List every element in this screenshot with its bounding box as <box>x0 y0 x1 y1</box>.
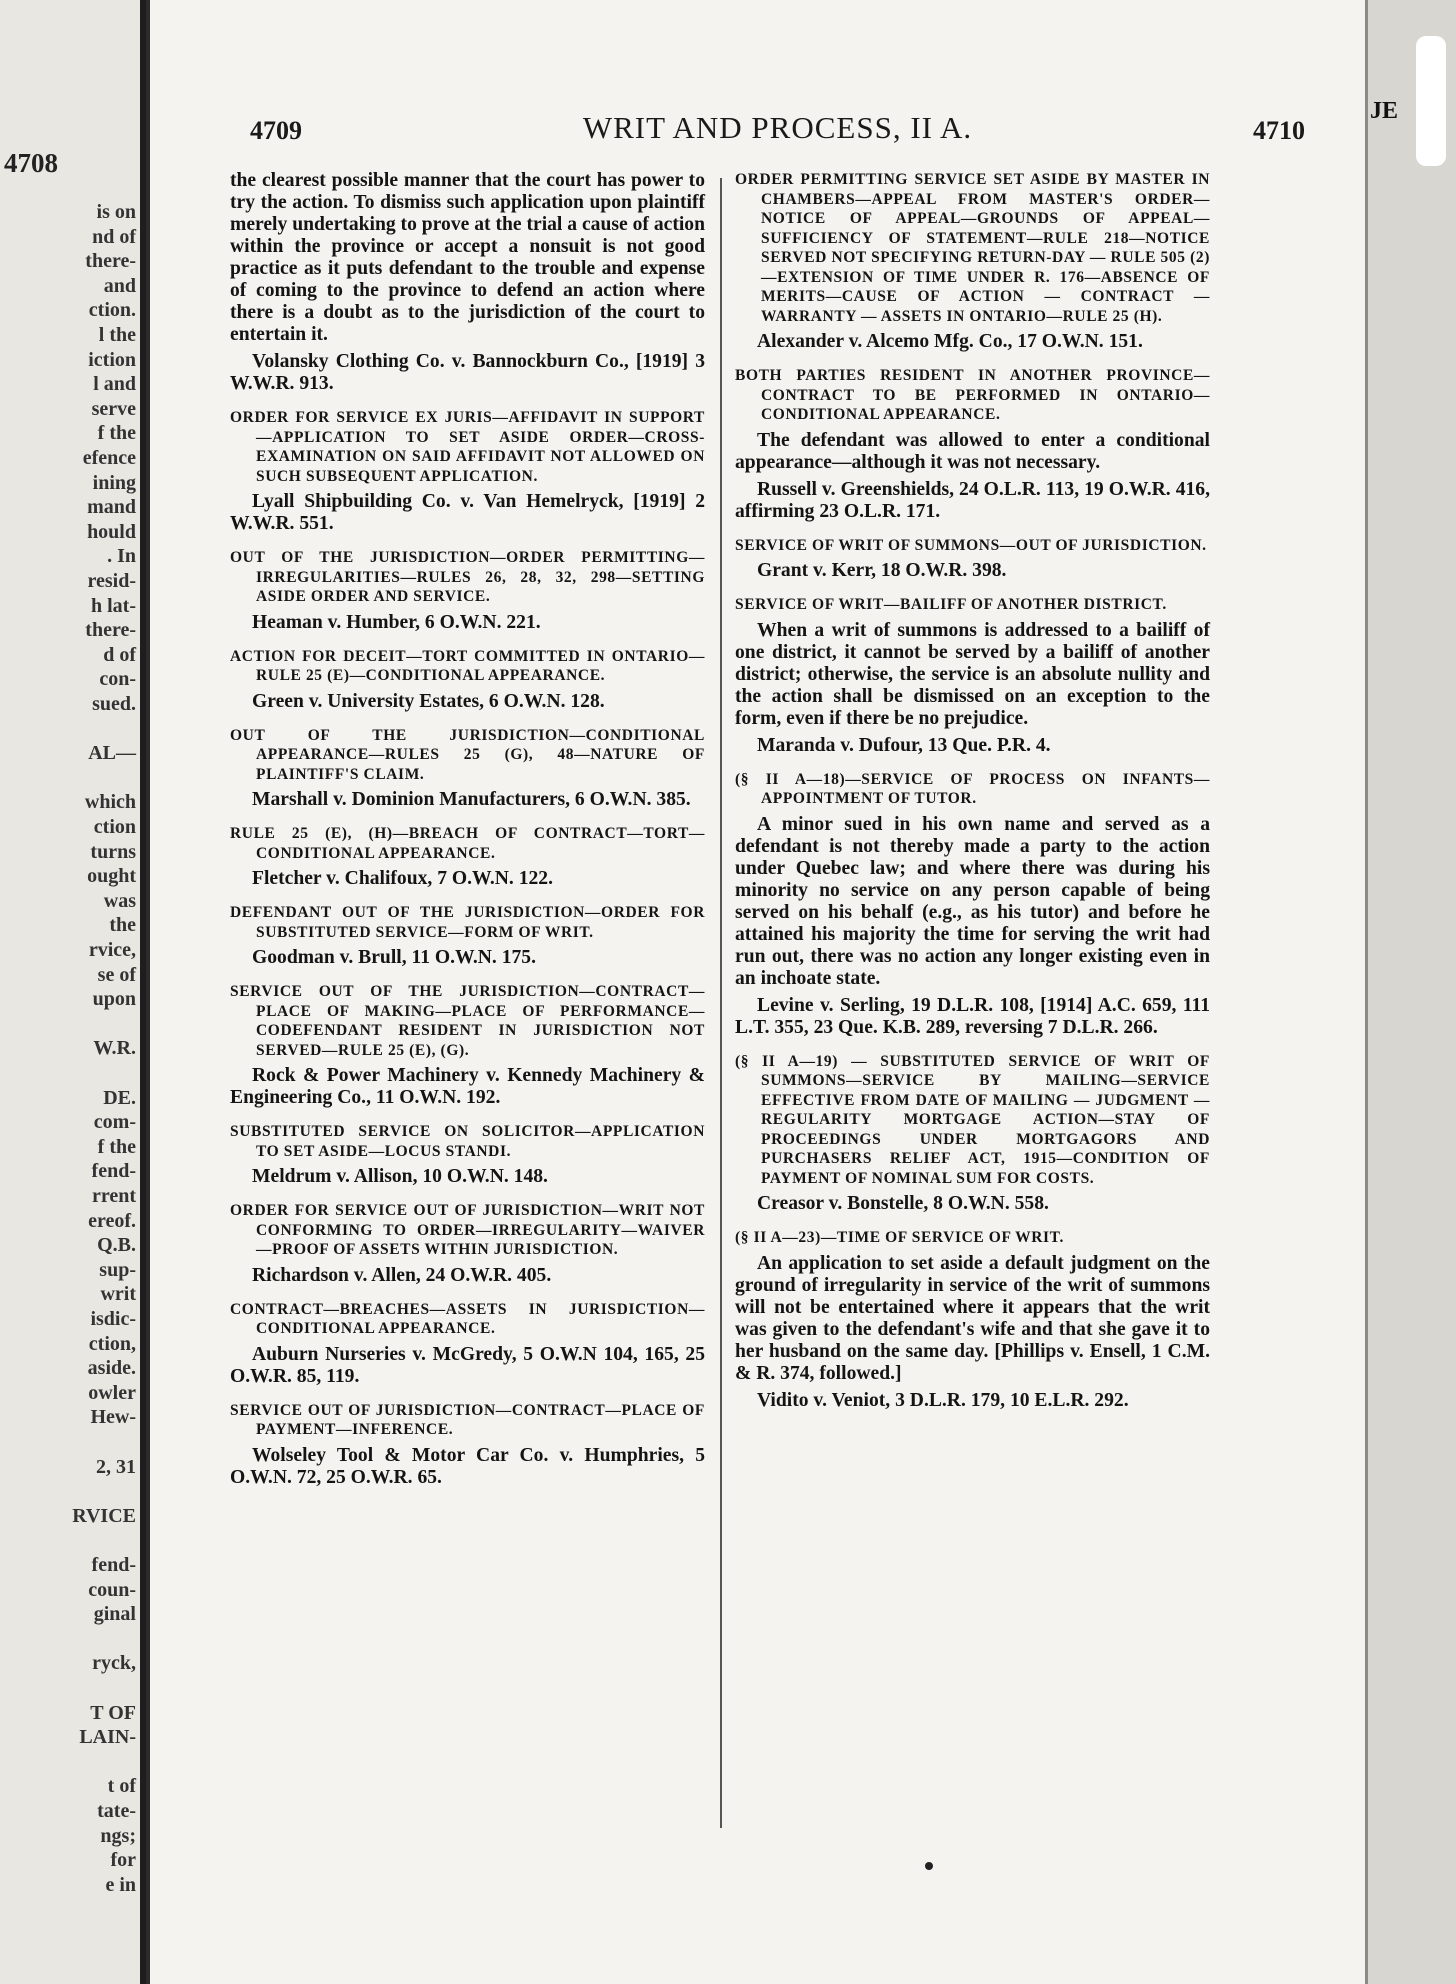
adjacent-text-fragment: efence <box>82 447 136 469</box>
adjacent-text-fragment: fend- <box>91 1160 136 1183</box>
headnote: OUT OF THE JURISDICTION—CONDITIONAL APPEARANCE—RULES 25 (G), 48—NATURE OF PLAINTIFF'S CLAIM. <box>230 726 705 783</box>
case-citation: Richardson v. Allen, 24 O.W.R. 405. <box>252 1264 552 1286</box>
case-citation: Maranda v. Dufour, 13 Que. P.R. 4. <box>757 734 1051 756</box>
headnote: (§ II A—23)—TIME OF SERVICE OF WRIT. <box>735 1229 1064 1246</box>
adjacent-text-fragment: fend- <box>91 1554 136 1576</box>
adjacent-text-fragment: ction <box>93 816 136 838</box>
adjacent-text-fragment: ining <box>92 471 136 494</box>
adjacent-text-fragment: was <box>103 889 136 912</box>
adjacent-text-fragment: for <box>110 1849 136 1872</box>
body-paragraph: the clearest possible manner that the court has power to try the action. To dismiss such application upon plaintiff merely undertaking to prove at the trial a cause of action within the province or accept a nonsuit is not good practice as it puts defendant to the trouble and expense of coming to the province to defend an action where there is a doubt as to the jurisdiction of the court to entertain it. <box>230 170 705 345</box>
page-mark <box>925 1862 933 1870</box>
adjacent-right-page <box>1365 0 1456 1984</box>
headnote: SERVICE OF WRIT OF SUMMONS—OUT OF JURISDICTION. <box>735 536 1207 554</box>
headnote: OUT OF THE JURISDICTION—ORDER PERMITTING—IRREGULARITIES—RULES 26, 28, 32, 298—SETTING ASIDE ORDER AND SERVICE. <box>230 549 705 605</box>
case-citation: Meldrum v. Allison, 10 O.W.N. 148. <box>252 1166 548 1187</box>
case-citation: Wolseley Tool & Motor Car Co. v. Humphries, 5 O.W.N. 72, 25 O.W.R. 65. <box>230 1444 705 1488</box>
case-citation: Vidito v. Veniot, 3 D.L.R. 179, 10 E.L.R. 292. <box>757 1389 1129 1411</box>
case-citation: Levine v. Serling, 19 D.L.R. 108, [1914] A.C. 659, 111 L.T. 355, 23 Que. K.B. 289, reversing 7 D.L.R. 266. <box>735 994 1210 1038</box>
case-citation: Fletcher v. Chalifoux, 7 O.W.N. 122. <box>252 868 553 889</box>
case-citation: Russell v. Greenshields, 24 O.L.R. 113, 19 O.W.R. 416, affirming 23 O.L.R. 171. <box>735 478 1210 522</box>
headnote: ORDER FOR SERVICE OUT OF JURISDICTION—WRIT NOT CONFORMING TO ORDER—IRREGULARITY—WAIVER—PROOF OF ASSETS WITHIN JURISDICTION. <box>230 1202 705 1258</box>
adjacent-text-fragment: upon <box>92 988 136 1011</box>
right-column <box>735 170 1210 1425</box>
headnote: (§ II A—19) — SUBSTITUTED SERVICE OF WRIT OF SUMMONS—SERVICE BY MAILING—SERVICE EFFECTIVE FROM DATE OF MAILING — JUDGMENT — REGULARITY MORTGAGE ACTION—STAY OF PROCEEDINGS UNDER MORTGAGORS AND PURCHASERS RELIEF ACT, 1915—CONDITION OF PAYMENT OF NOMINAL SUM FOR COSTS. <box>735 1052 1210 1187</box>
headnote: BOTH PARTIES RESIDENT IN ANOTHER PROVINCE—CONTRACT TO BE PERFORMED IN ONTARIO—CONDITIONAL APPEARANCE. <box>735 367 1210 423</box>
left-page-number: 4709 <box>250 116 302 145</box>
adjacent-text-fragment: AL— <box>88 742 136 765</box>
headnote: SUBSTITUTED SERVICE ON SOLICITOR—APPLICATION TO SET ASIDE—LOCUS STANDI. <box>230 1123 705 1160</box>
body-paragraph: A minor sued in his own name and served as a defendant is not thereby made a party to the action under Quebec law; and where there was during his minority no service on any person capable of being served on his behalf (e.g., as his tutor) and before he attained his majority the time for serving the writ had run out, there was no action any longer existing even in an inchoate state. <box>735 813 1210 989</box>
adjacent-text-fragment: d of <box>103 643 136 666</box>
adjacent-text-fragment: rvice, <box>88 939 136 961</box>
headnote: SERVICE OF WRIT—BAILIFF OF ANOTHER DISTRICT. <box>735 596 1167 613</box>
page-header <box>250 110 1305 150</box>
headnote: (§ II A—18)—SERVICE OF PROCESS ON INFANTS—APPOINTMENT OF TUTOR. <box>735 770 1210 807</box>
column-divider <box>720 178 722 1828</box>
case-citation: Goodman v. Brull, 11 O.W.N. 175. <box>252 947 536 968</box>
headnote: SERVICE OUT OF JURISDICTION—CONTRACT—PLACE OF PAYMENT—INFERENCE. <box>230 1401 705 1438</box>
adjacent-text-fragment: Q.B. <box>97 1234 136 1257</box>
adjacent-text-fragment: iction <box>88 348 136 371</box>
adjacent-text-fragment: e in <box>105 1873 136 1896</box>
body-paragraph: When a writ of summons is addressed to a bailiff of one district, it cannot be served by a bailiff of another district; otherwise, the service is an absolute nullity and the action shall be dismissed on an exception to the form, even if there be no prejudice. <box>735 619 1210 729</box>
adjacent-text-fragment: ought <box>87 865 136 888</box>
adjacent-text-fragment: ryck, <box>92 1652 136 1675</box>
left-column <box>230 170 705 1502</box>
adjacent-text-fragment: coun- <box>88 1578 136 1601</box>
adjacent-text-fragment: which <box>84 791 136 814</box>
adjacent-text-fragment: Hew- <box>90 1406 136 1429</box>
adjacent-page-number: 4708 <box>4 148 58 178</box>
adjacent-text-fragment: sued. <box>92 693 136 715</box>
running-title: WRIT AND PROCESS, II A. <box>582 110 973 145</box>
adjacent-right-tab: JE <box>1370 98 1399 124</box>
adjacent-text-fragment: aside. <box>87 1357 136 1380</box>
adjacent-text-fragment: isdic- <box>90 1308 136 1330</box>
case-citation: Green v. University Estates, 6 O.W.N. 128. <box>252 690 605 712</box>
headnote: RULE 25 (E), (H)—BREACH OF CONTRACT—TORT—CONDITIONAL APPEARANCE. <box>230 825 705 862</box>
adjacent-text-fragment: . In <box>107 545 136 568</box>
headnote: ACTION FOR DECEIT—TORT COMMITTED IN ONTARIO—RULE 25 (E)—CONDITIONAL APPEARANCE. <box>230 647 705 684</box>
adjacent-text-fragment: W.R. <box>93 1037 136 1060</box>
case-citation: Alexander v. Alcemo Mfg. Co., 17 O.W.N. 151. <box>757 331 1143 352</box>
headnote: SERVICE OUT OF THE JURISDICTION—CONTRACT—PLACE OF MAKING—PLACE OF PERFORMANCE—CODEFENDANT RESIDENT IN JURISDICTION NOT SERVED—RULE 25 (E), (G). <box>230 983 705 1059</box>
adjacent-text-fragment: sup- <box>99 1258 136 1281</box>
adjacent-text-fragment: ction. <box>88 299 136 322</box>
case-citation: Marshall v. Dominion Manufacturers, 6 O.W.N. 385. <box>252 789 691 810</box>
adjacent-text-fragment: com- <box>93 1111 136 1134</box>
adjacent-text-fragment: h lat- <box>91 594 136 617</box>
page-clip <box>1416 36 1446 166</box>
book-page <box>150 0 1365 1984</box>
headnote: ORDER PERMITTING SERVICE SET ASIDE BY MASTER IN CHAMBERS—APPEAL FROM MASTER'S ORDER—NOTICE OF APPEAL—GROUNDS OF APPEAL—SUFFICIENCY OF STATEMENT—RULE 218—NOTICE SERVED NOT SPECIFYING RETURN-DAY — RULE 505 (2)—EXTENSION OF TIME UNDER R. 176—ABSENCE OF MERITS—CAUSE OF ACTION — CONTRACT — WARRANTY — ASSETS IN ONTARIO—RULE 25 (H). <box>735 171 1210 325</box>
case-citation: Lyall Shipbuilding Co. v. Van Hemelryck, [1919] 2 W.W.R. 551. <box>230 491 705 534</box>
adjacent-text-fragment: there- <box>85 619 136 642</box>
adjacent-text-fragment: l and <box>93 373 136 396</box>
adjacent-text-fragment: turns <box>90 840 136 863</box>
case-citation: Rock & Power Machinery v. Kennedy Machinery & Engineering Co., 11 O.W.N. 192. <box>230 1065 705 1108</box>
adjacent-text-fragment: l the <box>98 324 136 346</box>
case-citation: Auburn Nurseries v. McGredy, 5 O.W.N 104, 165, 25 O.W.R. 85, 119. <box>230 1343 705 1387</box>
headnote: ORDER FOR SERVICE EX JURIS—AFFIDAVIT IN SUPPORT—APPLICATION TO SET ASIDE ORDER—CROSS-EXAMINATION ON SAID AFFIDAVIT NOT ALLOWED ON SUCH SUBSEQUENT APPLICATION. <box>230 409 705 485</box>
adjacent-text-fragment: LAIN- <box>79 1726 136 1749</box>
headnote: DEFENDANT OUT OF THE JURISDICTION—ORDER FOR SUBSTITUTED SERVICE—FORM OF WRIT. <box>230 904 705 941</box>
adjacent-text-fragment: ngs; <box>100 1824 136 1847</box>
adjacent-text-fragment: owler <box>88 1381 136 1404</box>
adjacent-text-fragment: writ <box>100 1283 136 1306</box>
headnote: CONTRACT—BREACHES—ASSETS IN JURISDICTION—CONDITIONAL APPEARANCE. <box>230 1300 705 1337</box>
adjacent-text-fragment: T OF <box>90 1701 136 1724</box>
case-citation: Grant v. Kerr, 18 O.W.R. 398. <box>757 560 1007 581</box>
adjacent-text-fragment: hould <box>87 520 136 543</box>
body-paragraph: The defendant was allowed to enter a conditional appearance—although it was not necessary. <box>735 429 1210 473</box>
right-page-number: 4710 <box>1253 116 1305 145</box>
case-citation: Heaman v. Humber, 6 O.W.N. 221. <box>252 611 541 633</box>
adjacent-text-fragment: 2, 31 <box>96 1455 136 1478</box>
adjacent-text-fragment: DE. <box>103 1086 136 1109</box>
adjacent-text-fragment: serve <box>91 397 136 420</box>
adjacent-text-fragment: and <box>103 274 136 297</box>
adjacent-text-fragment: there- <box>85 250 136 273</box>
adjacent-text-fragment: f the <box>97 422 136 445</box>
adjacent-text-fragment: nd of <box>92 225 136 248</box>
adjacent-text-fragment: ction, <box>88 1332 136 1355</box>
adjacent-text-fragment: is on <box>96 201 136 223</box>
adjacent-text-fragment: rrent <box>91 1185 136 1207</box>
body-paragraph: An application to set aside a default judgment on the ground of irregularity in service of the writ of summons will not be entertained where it appears that the writ was given to the defendant's wife and that she gave it to her husband on the same day. [Phillips v. Ensell, 1 C.M. & R. 374, followed.] <box>735 1252 1210 1384</box>
adjacent-text-fragment: tate- <box>97 1800 136 1822</box>
adjacent-text-fragment: RVICE <box>72 1504 136 1527</box>
adjacent-text-fragment: se of <box>97 963 136 986</box>
adjacent-text-fragment: f the <box>97 1135 136 1158</box>
adjacent-text-fragment: resid- <box>87 570 136 592</box>
adjacent-text-fragment: t of <box>107 1775 136 1798</box>
adjacent-text-fragment: ginal <box>93 1603 136 1626</box>
case-citation: Creasor v. Bonstelle, 8 O.W.N. 558. <box>757 1193 1049 1214</box>
adjacent-text-fragment: mand <box>87 496 136 519</box>
adjacent-text-fragment: the <box>109 914 136 937</box>
adjacent-left-page <box>0 0 146 1984</box>
adjacent-text-fragment: con- <box>99 668 136 691</box>
case-citation: Volansky Clothing Co. v. Bannockburn Co., [1919] 3 W.W.R. 913. <box>230 351 705 394</box>
adjacent-text-fragment: ereof. <box>88 1209 136 1232</box>
